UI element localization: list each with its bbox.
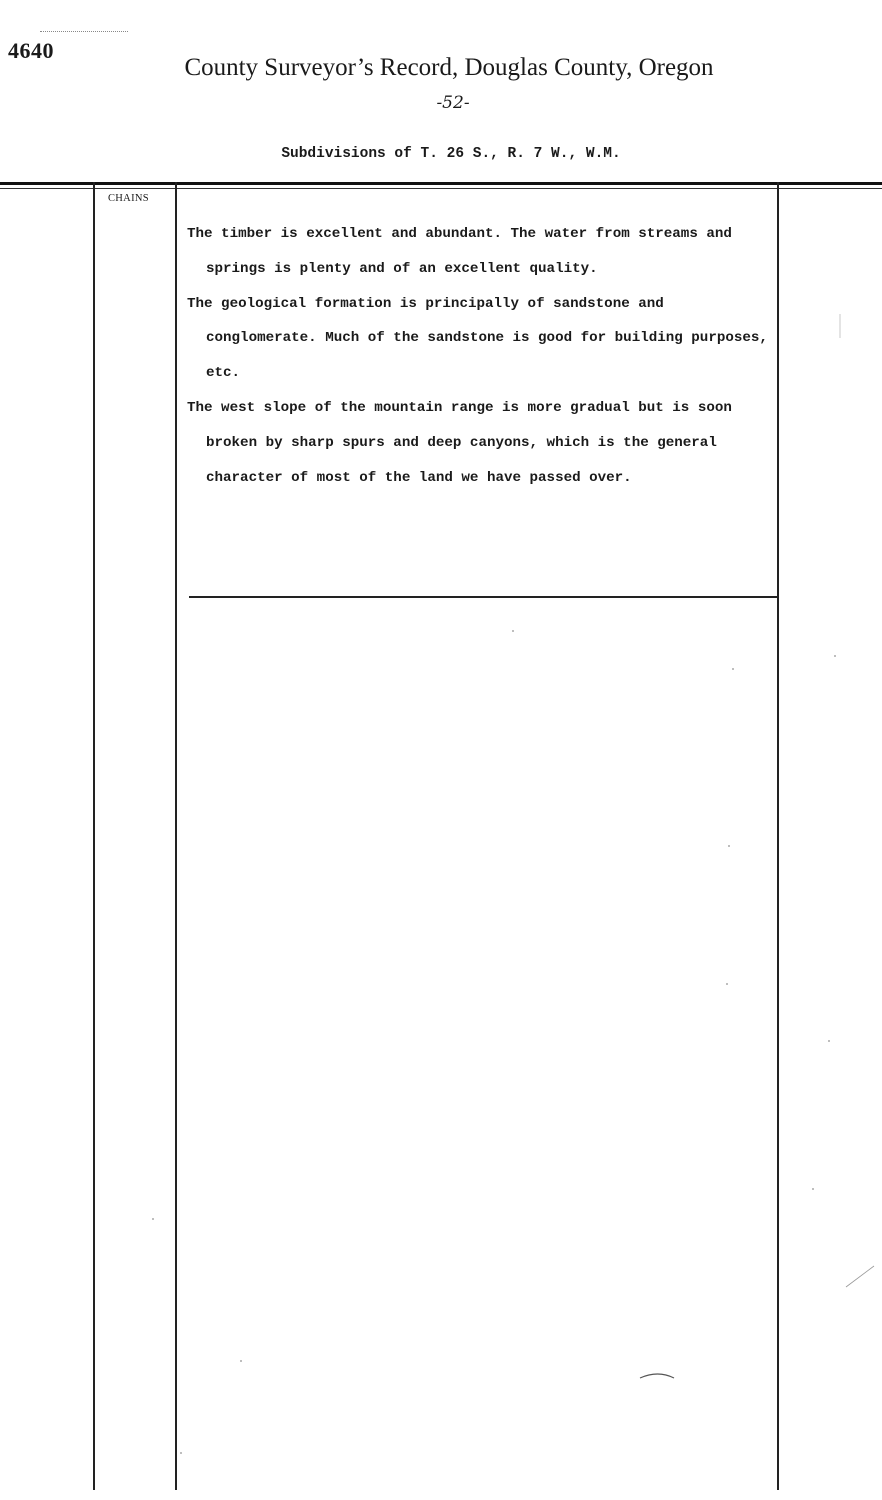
ink-stroke: [640, 1374, 674, 1378]
pencil-stroke: [846, 1266, 874, 1287]
page-number: 4640: [8, 38, 54, 63]
record-title: County Surveyor’s Record, Douglas County, Oregon: [184, 54, 714, 81]
chains-column-label: CHAINS: [108, 193, 149, 204]
handwritten-page-number: -52-: [436, 93, 470, 113]
subdivision-subtitle: Subdivisions of T. 26 S., R. 7 W., W.M.: [281, 146, 621, 162]
notes-paragraph-timber: The timber is excellent and abundant. The water from streams and springs is plenty and of an excellent quality.: [187, 226, 732, 277]
notes-paragraph-west-slope: The west slope of the mountain range is more gradual but is soon broken by sharp spurs and deep canyons, which is the general character of most of the land we have passed over.: [187, 399, 732, 486]
notes-paragraph-geology: The geological formation is principally of sandstone and conglomerate. Much of the sandstone is good for building purposes, etc.: [187, 295, 768, 382]
